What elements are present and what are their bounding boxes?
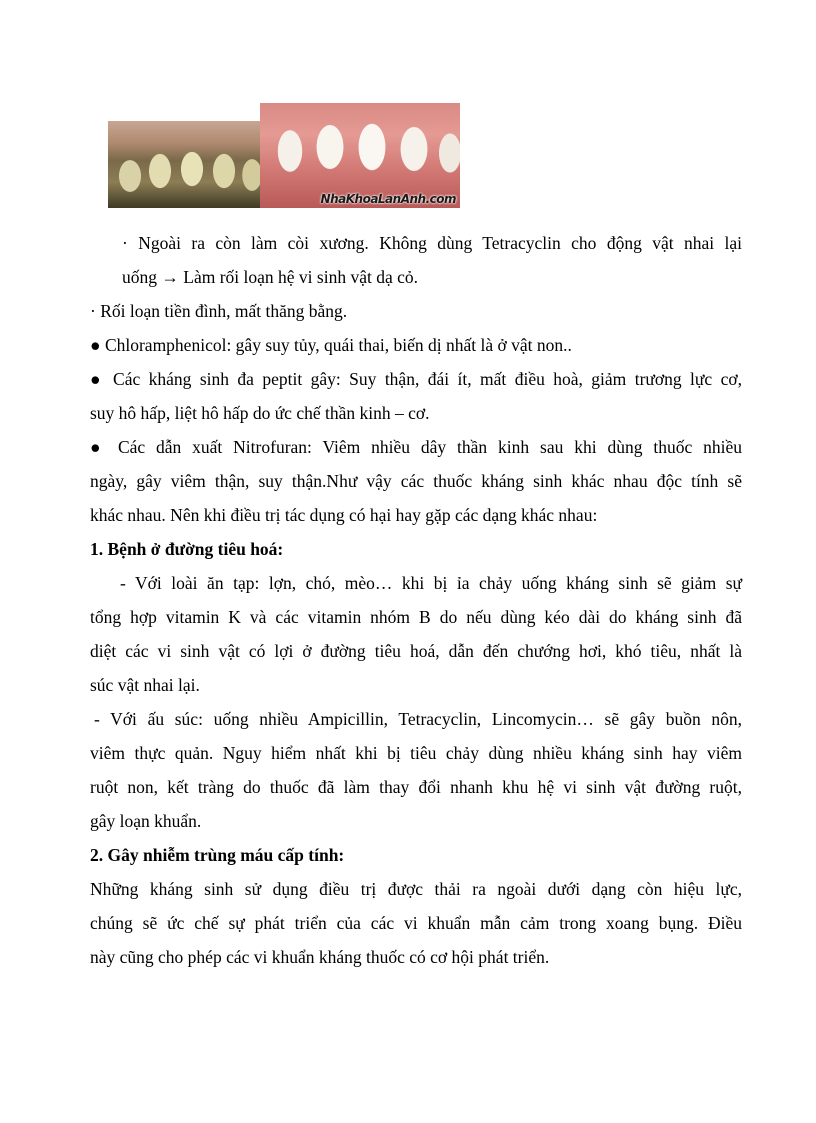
text-line: ruột non, kết tràng do thuốc đã làm thay đổi nhanh khu hệ vi sinh vật đường ruột, bbox=[90, 777, 742, 797]
text-line: gây loạn khuẩn. bbox=[90, 811, 202, 831]
discolored-teeth-image bbox=[108, 121, 260, 208]
section-heading: 2. Gây nhiễm trùng máu cấp tính: bbox=[90, 845, 345, 865]
text-line: - Với ấu súc: uống nhiều Ampicillin, Tetracyclin, Lincomycin… sẽ gây buồn nôn, bbox=[94, 709, 742, 729]
text-line: ● Các dẫn xuất Nitrofuran: Viêm nhiều dây thần kinh sau khi dùng thuốc nhiều bbox=[90, 437, 742, 457]
text-line: uống → Làm rối loạn hệ vi sinh vật dạ cỏ. bbox=[122, 267, 418, 287]
text-line: ● Các kháng sinh đa peptit gây: Suy thận, đái ít, mất điều hoà, giảm trương lực cơ, bbox=[90, 369, 742, 389]
text-line: ● Chloramphenicol: gây suy tủy, quái thai, biến dị nhất là ở vật non.. bbox=[90, 335, 572, 355]
text-line: này cũng cho phép các vi khuẩn kháng thuốc có cơ hội phát triển. bbox=[90, 947, 550, 967]
text-line: · Ngoài ra còn làm còi xương. Không dùng Tetracyclin cho động vật nhai lại bbox=[122, 233, 742, 253]
photo-watermark: NhaKhoaLanAnh.com bbox=[320, 192, 456, 206]
section-heading: 1. Bệnh ở đường tiêu hoá: bbox=[90, 539, 284, 559]
text-line: súc vật nhai lại. bbox=[90, 675, 200, 695]
text-line: khác nhau. Nên khi điều trị tác dụng có hại hay gặp các dạng khác nhau: bbox=[90, 505, 598, 525]
text-line: suy hô hấp, liệt hô hấp do ức chế thần kinh – cơ. bbox=[90, 403, 430, 423]
text-line: Những kháng sinh sử dụng điều trị được thải ra ngoài dưới dạng còn hiệu lực, bbox=[90, 879, 742, 899]
text-line: viêm thực quản. Nguy hiểm nhất khi bị tiêu chảy dùng nhiều kháng sinh hay viêm bbox=[90, 743, 742, 763]
text-line: tổng hợp vitamin K và các vitamin nhóm B do nếu dùng kéo dài do kháng sinh đã bbox=[90, 607, 742, 627]
text-line: chúng sẽ ức chế sự phát triển của các vi khuẩn mẫn cảm trong xoang bụng. Điều bbox=[90, 913, 742, 933]
teeth-comparison-photo bbox=[108, 103, 460, 208]
text-line: diệt các vi sinh vật có lợi ở đường tiêu hoá, dẫn đến chướng hơi, khó tiêu, nhất là bbox=[90, 641, 742, 661]
white-teeth-image bbox=[260, 103, 460, 208]
text-line: - Với loài ăn tạp: lợn, chó, mèo… khi bị ỉa chảy uống kháng sinh sẽ giảm sự bbox=[120, 573, 742, 593]
text-line: · Rối loạn tiền đình, mất thăng bằng. bbox=[90, 301, 348, 321]
text-line: ngày, gây viêm thận, suy thận.Như vậy các thuốc kháng sinh khác nhau độc tính sẽ bbox=[90, 471, 742, 491]
